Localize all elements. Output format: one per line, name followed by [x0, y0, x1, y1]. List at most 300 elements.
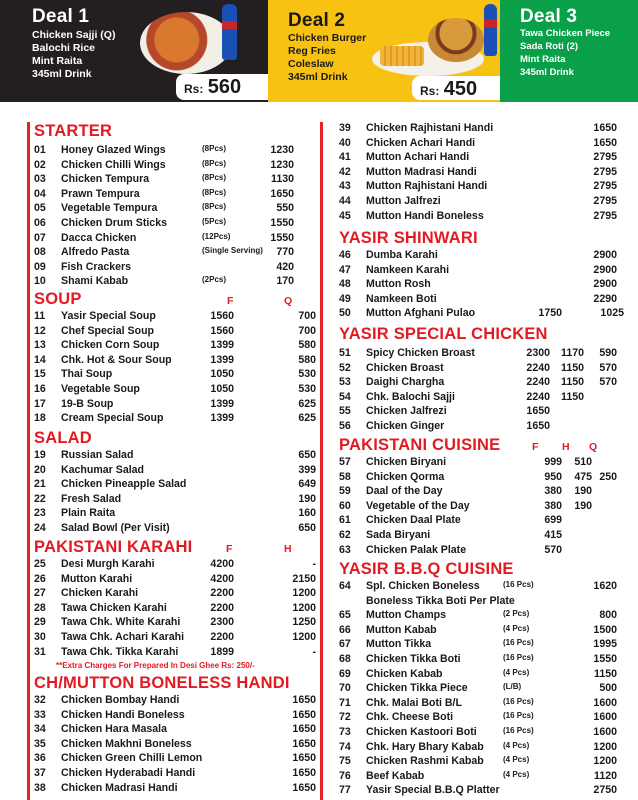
item-portion: (4 Pcs): [503, 755, 530, 765]
item-name: Chicken Hara Masala: [61, 723, 167, 736]
item-price: 625: [298, 397, 316, 410]
item-number: 41: [339, 151, 351, 164]
menu-item-row: [339, 471, 624, 486]
item-price: 1650: [292, 737, 316, 750]
item-number: 71: [339, 696, 351, 709]
item-price: 2240: [526, 361, 550, 374]
menu-item-row: [339, 122, 624, 137]
item-name: Chicken Achari Handi: [366, 136, 476, 149]
item-name: Namkeen Boti: [366, 292, 437, 305]
item-number: 39: [339, 122, 351, 134]
section-title: YASIR B.B.Q CUISINE: [339, 560, 514, 578]
item-name: Tawa Chicken Karahi: [61, 601, 167, 614]
item-name: Shami Kabab: [61, 275, 129, 288]
item-name: Chicken Drum Sticks: [61, 217, 167, 229]
item-price: 475: [574, 470, 592, 483]
item-number: 06: [34, 217, 46, 229]
item-name: Chicken Green Chilli Lemon: [61, 752, 203, 765]
menu-item-row: [339, 362, 624, 377]
item-price: 2150: [292, 572, 316, 585]
menu-item-row: [34, 261, 314, 276]
item-price: -: [312, 645, 316, 658]
menu-item-row: [339, 595, 624, 610]
item-price: 380: [544, 499, 562, 512]
deal-1-card[interactable]: [0, 0, 268, 102]
item-number: 02: [34, 158, 46, 171]
item-price: 415: [544, 529, 562, 541]
item-number: 29: [34, 616, 46, 629]
item-price: 1200: [292, 587, 316, 600]
item-name: Chicken Madrasi Handi: [61, 781, 178, 794]
item-price: 1650: [292, 781, 316, 794]
item-price: 950: [544, 470, 562, 483]
item-name: Chicken Daal Plate: [366, 514, 461, 527]
item-number: 73: [339, 726, 351, 738]
menu-item-row: [339, 376, 624, 391]
item-name: Prawn Tempura: [61, 187, 140, 200]
item-price: 1550: [270, 217, 294, 229]
item-price: 530: [298, 368, 316, 381]
item-name: Mutton Champs: [366, 609, 447, 622]
menu-item-row: [34, 464, 314, 479]
item-price: 1230: [270, 144, 294, 156]
item-price: 1620: [593, 580, 617, 592]
item-name: Chicken Broast: [366, 361, 444, 374]
section-title: PAKISTANI KARAHI: [34, 538, 193, 556]
item-name: Dumba Karahi: [366, 249, 438, 261]
menu-item-row: [339, 195, 624, 210]
menu-item-row: [339, 500, 624, 515]
menu-item-row: [339, 741, 624, 756]
item-number: 05: [34, 202, 46, 215]
menu-item-row: [34, 202, 314, 217]
menu-item-row: [34, 507, 314, 522]
item-number: 10: [34, 275, 46, 288]
menu-item-row: [34, 767, 314, 782]
item-price: 2900: [593, 278, 617, 291]
deal-1-price-tag: [176, 74, 268, 100]
menu-item-row: [339, 697, 624, 712]
deal-1-price-prefix: Rs:: [184, 82, 204, 96]
item-name: Chicken Tikka Piece: [366, 682, 468, 695]
item-number: 53: [339, 376, 351, 389]
item-name: Salad Bowl (Per Visit): [61, 522, 170, 534]
item-name: Honey Glazed Wings: [61, 144, 166, 156]
item-portion: (12Pcs): [202, 231, 231, 241]
item-number: 27: [34, 587, 46, 600]
item-number: 58: [339, 470, 351, 483]
item-name: Boneless Tikka Boti Per Plate: [366, 594, 515, 607]
item-number: 32: [34, 694, 46, 706]
item-price: 1399: [210, 339, 234, 352]
item-number: 62: [339, 529, 351, 541]
menu-item-row: [339, 638, 624, 653]
item-price: 510: [574, 456, 592, 468]
item-name: Chk. Balochi Sajji: [366, 390, 455, 403]
item-number: 37: [34, 767, 46, 779]
item-price: 1399: [210, 412, 234, 425]
item-number: 09: [34, 260, 46, 273]
item-name: Chicken Corn Soup: [61, 339, 160, 352]
item-name: Mutton Rosh: [366, 278, 431, 291]
item-price: 1230: [270, 158, 294, 171]
item-price: 570: [599, 376, 617, 389]
deal-2-card[interactable]: [268, 0, 500, 102]
item-name: Fish Crackers: [61, 260, 132, 273]
item-number: 75: [339, 755, 351, 768]
item-name: Chk. Malai Boti B/L: [366, 696, 462, 709]
menu-item-row: [34, 246, 314, 261]
deal-3-item: Tawa Chicken Piece: [520, 28, 611, 39]
item-number: 61: [339, 514, 351, 527]
item-name: Chef Special Soup: [61, 324, 155, 337]
column-header: Q: [589, 441, 598, 453]
item-price: 580: [298, 353, 316, 366]
item-price: 2200: [210, 631, 234, 643]
item-number: 21: [34, 478, 46, 491]
item-name: Fresh Salad: [61, 492, 122, 505]
item-number: 66: [339, 623, 351, 636]
item-price: 4200: [210, 558, 234, 570]
item-portion: (2Pcs): [202, 275, 227, 285]
item-number: 76: [339, 769, 351, 782]
item-name: Chicken Pineapple Salad: [61, 478, 187, 491]
item-name: Chicken Chilli Wings: [61, 158, 166, 171]
item-price: 699: [544, 514, 562, 527]
menu-item-row: [339, 485, 624, 500]
menu-item-row: [34, 616, 314, 631]
item-price: 1250: [292, 616, 316, 629]
item-number: 03: [34, 173, 46, 186]
item-number: 16: [34, 383, 46, 395]
item-portion: (8Pcs): [202, 202, 227, 212]
item-portion: (8Pcs): [202, 144, 227, 153]
item-portion: (5Pcs): [202, 217, 227, 226]
item-price: 1150: [561, 376, 584, 389]
drink-bottle-image: [484, 4, 497, 56]
center-divider: [320, 122, 323, 800]
item-portion: (8Pcs): [202, 158, 227, 168]
item-name: Spicy Chicken Broast: [366, 347, 475, 359]
item-number: 51: [339, 347, 351, 359]
menu-item-row: [339, 347, 624, 362]
item-price: 250: [599, 470, 617, 483]
item-price: 2240: [526, 376, 550, 389]
item-price: 1650: [292, 694, 316, 706]
menu-item-row: [34, 694, 314, 709]
item-name: Chicken Tempura: [61, 173, 150, 186]
item-name: Chk. Cheese Boti: [366, 711, 454, 724]
menu-item-row: [34, 723, 314, 738]
item-price: 2240: [526, 390, 550, 403]
item-number: 56: [339, 420, 351, 432]
item-price: 1150: [561, 390, 584, 403]
item-price: 590: [599, 347, 617, 359]
extra-charges-note: **Extra Charges For Prepared In Desi Ghee Rs: 250/-: [56, 661, 255, 671]
menu-item-row: [339, 682, 624, 697]
item-number: 42: [339, 165, 351, 178]
menu-item-row: [34, 478, 314, 493]
item-portion: (16 Pcs): [503, 638, 534, 648]
item-price: 550: [276, 202, 294, 215]
item-name: Chk. Hary Bhary Kabab: [366, 740, 484, 753]
item-name: Chicken Rashmi Kabab: [366, 755, 484, 768]
section-title: PAKISTANI CUISINE: [339, 436, 501, 454]
item-name: Chicken Qorma: [366, 470, 445, 483]
item-name: Vegetable Soup: [61, 383, 140, 395]
menu-item-row: [339, 151, 624, 166]
item-price: 399: [298, 463, 316, 476]
column-header: F: [227, 295, 234, 307]
column-header: H: [562, 441, 570, 453]
menu-item-row: [34, 339, 314, 354]
item-number: 69: [339, 667, 351, 680]
item-price: 800: [599, 609, 617, 622]
item-price: 380: [544, 485, 562, 498]
section-title: STARTER: [34, 122, 113, 140]
item-price: 1200: [292, 601, 316, 614]
item-price: 2300: [526, 347, 550, 359]
deal-2-title: Deal 2: [288, 10, 346, 31]
menu-item-row: [34, 493, 314, 508]
item-number: 70: [339, 682, 351, 695]
item-price: 1500: [593, 623, 617, 636]
item-price: 170: [276, 275, 294, 288]
item-price: 1650: [526, 420, 550, 432]
item-name: Tawa Chk. Achari Karahi: [61, 631, 185, 643]
deal-1-item: Chicken Sajji (Q): [32, 29, 116, 41]
menu-item-row: [34, 310, 314, 325]
item-price: 2795: [593, 209, 617, 222]
item-portion: (16 Pcs): [503, 696, 534, 706]
item-number: 44: [339, 195, 351, 207]
item-price: 530: [298, 383, 316, 395]
item-price: -: [312, 558, 316, 570]
item-name: Vegetable Tempura: [61, 202, 158, 215]
item-name: Mutton Kabab: [366, 623, 437, 636]
item-name: Kachumar Salad: [61, 463, 145, 476]
section-title: CH/MUTTON BONELESS HANDI: [34, 674, 290, 692]
item-number: 64: [339, 580, 351, 592]
deal-2-item: Reg Fries: [288, 45, 336, 57]
menu-item-row: [34, 188, 314, 203]
item-portion: (8Pcs): [202, 173, 227, 183]
item-price: 1750: [538, 307, 562, 320]
menu-item-row: [34, 522, 314, 537]
item-number: 40: [339, 136, 351, 149]
item-number: 65: [339, 609, 351, 622]
item-price: 2750: [593, 784, 617, 797]
menu-item-row: [339, 668, 624, 683]
item-number: 30: [34, 631, 46, 643]
deal-3-item: 345ml Drink: [520, 67, 574, 78]
item-name: Chicken Kabab: [366, 667, 443, 680]
deals-banner: [0, 0, 638, 102]
item-portion: (2 Pcs): [503, 609, 530, 619]
item-number: 18: [34, 412, 46, 425]
left-border: [27, 122, 30, 800]
item-name: 19-B Soup: [61, 397, 114, 410]
item-name: Mutton Madrasi Handi: [366, 165, 477, 178]
menu-item-row: [34, 602, 314, 617]
item-number: 63: [339, 543, 351, 556]
menu-item-row: [34, 368, 314, 383]
item-name: Daal of the Day: [366, 485, 443, 498]
menu-item-row: [34, 325, 314, 340]
menu-item-row: [34, 631, 314, 646]
item-number: 68: [339, 653, 351, 665]
column-header: F: [532, 441, 539, 453]
item-price: 1150: [561, 361, 584, 374]
section-title: SOUP: [34, 290, 82, 308]
menu-item-row: [34, 738, 314, 753]
item-name: Tawa Chk. White Karahi: [61, 616, 181, 629]
menu-item-row: [339, 391, 624, 406]
item-portion: (4 Pcs): [503, 667, 530, 677]
menu-item-row: [339, 249, 624, 264]
item-price: 700: [298, 324, 316, 337]
item-price: 2300: [210, 616, 234, 629]
menu-item-row: [339, 405, 624, 420]
item-number: 46: [339, 249, 351, 261]
deal-3-item: Mint Raita: [520, 54, 566, 65]
column-header: F: [226, 543, 233, 555]
item-name: Chicken Makhni Boneless: [61, 737, 192, 750]
menu-item-row: [34, 144, 314, 159]
menu-item-row: [339, 653, 624, 668]
item-price: 650: [298, 522, 316, 534]
item-price: 770: [276, 246, 294, 259]
item-number: 19: [34, 449, 46, 461]
fries-image: [380, 46, 424, 66]
item-price: 2900: [593, 263, 617, 276]
menu-item-row: [339, 711, 624, 726]
menu-item-row: [34, 232, 314, 247]
item-number: 11: [34, 310, 46, 322]
item-number: 15: [34, 368, 46, 381]
item-portion: (16 Pcs): [503, 653, 534, 662]
menu-item-row: [339, 420, 624, 435]
item-portion: (4 Pcs): [503, 769, 530, 779]
deal-1-item: Mint Raita: [32, 55, 83, 67]
item-price: 570: [599, 361, 617, 374]
item-name: Chicken Kastoori Boti: [366, 726, 477, 738]
menu-item-row: [339, 726, 624, 741]
item-number: 13: [34, 339, 46, 352]
item-name: Chicken Karahi: [61, 587, 139, 600]
item-name: Chicken Biryani: [366, 456, 447, 468]
item-price: 580: [298, 339, 316, 352]
item-name: Vegetable of the Day: [366, 499, 470, 512]
item-price: 190: [574, 499, 592, 512]
menu-item-row: [34, 354, 314, 369]
menu-item-row: [34, 782, 314, 797]
item-price: 1399: [210, 397, 234, 410]
item-number: 74: [339, 740, 351, 753]
menu-item-row: [34, 709, 314, 724]
item-name: Chicken Hyderabadi Handi: [61, 767, 196, 779]
deal-3-item: Sada Roti (2): [520, 41, 579, 52]
item-price: 650: [298, 449, 316, 461]
menu-item-row: [339, 784, 624, 799]
item-number: 47: [339, 263, 351, 276]
item-name: Chicken Ginger: [366, 420, 445, 432]
item-price: 649: [298, 478, 316, 491]
item-number: 77: [339, 784, 351, 797]
item-price: 1200: [292, 631, 316, 643]
item-price: 2290: [593, 292, 617, 305]
item-number: 08: [34, 246, 46, 259]
menu-item-row: [34, 449, 314, 464]
item-number: 24: [34, 522, 46, 534]
deal-2-item: 345ml Drink: [288, 71, 348, 83]
item-name: Thai Soup: [61, 368, 113, 381]
item-price: 700: [298, 310, 316, 322]
menu-item-row: [34, 275, 314, 290]
item-number: 38: [34, 781, 46, 794]
item-number: 54: [339, 390, 351, 403]
item-portion: (4 Pcs): [503, 740, 530, 750]
menu-item-row: [34, 159, 314, 174]
item-name: Chk. Hot & Sour Soup: [61, 353, 172, 366]
item-price: 420: [276, 260, 294, 273]
menu-item-row: [339, 529, 624, 544]
item-number: 20: [34, 463, 46, 476]
deal-2-item: Coleslaw: [288, 58, 334, 70]
item-number: 12: [34, 324, 46, 337]
section-title: YASIR SPECIAL CHICKEN: [339, 325, 548, 343]
item-name: Dacca Chicken: [61, 231, 137, 244]
deal-1-item: 345ml Drink: [32, 68, 92, 80]
menu-item-row: [339, 624, 624, 639]
menu-item-row: [339, 137, 624, 152]
item-number: 60: [339, 499, 351, 512]
item-number: 04: [34, 187, 46, 200]
item-price: 4200: [210, 572, 234, 585]
item-price: 1650: [526, 405, 550, 418]
item-price: 625: [298, 412, 316, 425]
item-number: 35: [34, 737, 46, 750]
item-price: 1050: [210, 368, 234, 381]
item-name: Chicken Palak Plate: [366, 543, 467, 556]
item-price: 1650: [292, 752, 316, 765]
section-title: SALAD: [34, 429, 92, 447]
item-name: Chicken Bombay Handi: [61, 694, 180, 706]
menu-item-row: [34, 173, 314, 188]
item-number: 50: [339, 307, 351, 320]
item-name: Alfredo Pasta: [61, 246, 130, 259]
item-price: 1050: [210, 383, 234, 395]
menu-item-row: [34, 383, 314, 398]
item-name: Beef Kabab: [366, 769, 425, 782]
item-number: 14: [34, 353, 46, 366]
item-number: 45: [339, 209, 351, 222]
item-name: Spl. Chicken Boneless: [366, 580, 480, 592]
drink-bottle-image: [222, 4, 237, 60]
item-name: Mutton Tikka: [366, 638, 432, 651]
menu-item-row: [34, 587, 314, 602]
menu-item-row: [339, 770, 624, 785]
menu-item-row: [339, 278, 624, 293]
item-price: 2200: [210, 601, 234, 614]
item-number: 22: [34, 492, 46, 505]
column-header: Q: [284, 295, 293, 307]
item-price: 1560: [210, 310, 234, 322]
item-number: 07: [34, 231, 46, 244]
column-header: H: [284, 543, 292, 555]
deal-3-card[interactable]: [500, 0, 638, 102]
item-price: 1399: [210, 353, 234, 366]
